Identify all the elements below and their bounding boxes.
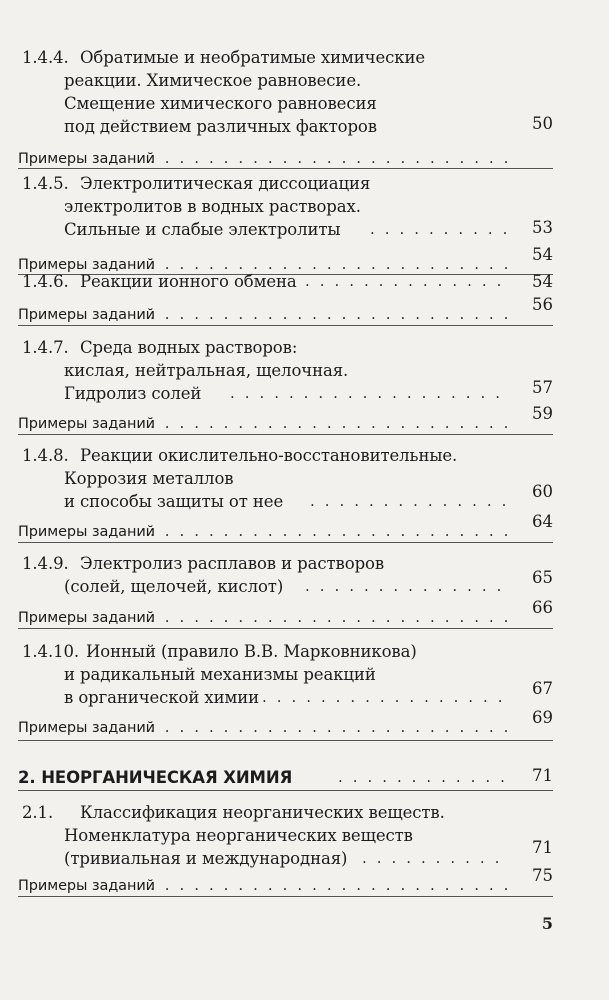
page-number-ref: 50 xyxy=(532,114,553,133)
section-title-line: Электролиз расплавов и растворов xyxy=(80,554,385,573)
section-divider xyxy=(18,168,553,169)
section-title-line: Среда водных растворов: xyxy=(80,338,298,357)
section-title-line: реакции. Химическое равновесие. xyxy=(64,71,362,90)
section-number: 1.4.7. xyxy=(22,338,69,357)
dot-leader xyxy=(150,304,510,324)
dot-leader xyxy=(150,607,510,627)
section-divider xyxy=(18,325,553,326)
page-number-ref: 53 xyxy=(532,218,553,237)
section-divider xyxy=(18,628,553,629)
section-title-line: электролитов в водных растворах. xyxy=(64,197,361,216)
examples-label: Примеры заданий xyxy=(18,524,155,540)
section-title-line: Коррозия металлов xyxy=(64,469,234,488)
section-divider xyxy=(18,434,553,435)
page-number-ref: 75 xyxy=(532,866,553,885)
section-number: 2.1. xyxy=(22,803,54,822)
examples-label: Примеры заданий xyxy=(18,610,155,626)
dot-leader xyxy=(150,413,510,433)
page-number-ref: 67 xyxy=(532,679,553,698)
section-divider xyxy=(18,790,553,791)
dot-leader xyxy=(150,717,510,737)
dot-leader xyxy=(305,576,510,596)
section-divider xyxy=(18,542,553,543)
examples-label: Примеры заданий xyxy=(18,307,155,323)
page-number-ref: 71 xyxy=(532,766,553,785)
examples-label: Примеры заданий xyxy=(18,416,155,432)
dot-leader xyxy=(262,687,510,707)
page-number-ref: 71 xyxy=(532,838,553,857)
dot-leader xyxy=(150,521,510,541)
section-title-line: Реакции ионного обмена xyxy=(80,272,297,291)
section-title-line: Номенклатура неорганических веществ xyxy=(64,826,413,845)
page-number: 5 xyxy=(541,914,553,933)
examples-label: Примеры заданий xyxy=(18,720,155,736)
page-number-ref: 54 xyxy=(532,272,553,291)
section-title-line: в органической химии xyxy=(64,688,260,707)
dot-leader xyxy=(310,491,510,511)
dot-leader xyxy=(362,848,510,868)
section-number: 1.4.6. xyxy=(22,272,69,291)
examples-label: Примеры заданий xyxy=(18,878,155,894)
section-title-line: кислая, нейтральная, щелочная. xyxy=(64,361,349,380)
dot-leader xyxy=(150,875,510,895)
examples-label: Примеры заданий xyxy=(18,257,155,273)
section-number: 1.4.8. xyxy=(22,446,69,465)
examples-label: Примеры заданий xyxy=(18,151,155,167)
page-number-ref: 56 xyxy=(532,295,553,314)
dot-leader xyxy=(338,767,510,787)
dot-leader xyxy=(370,219,510,239)
section-number: 1.4.9. xyxy=(22,554,69,573)
section-title-line: Сильные и слабые электролиты xyxy=(64,220,341,239)
section-title-line: и радикальный механизмы реакций xyxy=(64,665,376,684)
page-number-ref: 64 xyxy=(532,512,553,531)
page-number-ref: 60 xyxy=(532,482,553,501)
section-divider xyxy=(18,896,553,897)
page-number-ref: 54 xyxy=(532,245,553,264)
page-number-ref: 66 xyxy=(532,598,553,617)
section-title-line: (тривиальная и международная) xyxy=(64,849,348,868)
section-title-line: Электролитическая диссоциация xyxy=(80,174,371,193)
section-title-line: Гидролиз солей xyxy=(64,384,202,403)
dot-leader xyxy=(150,148,510,168)
section-title-line: Классификация неорганических веществ. xyxy=(80,803,445,822)
dot-leader xyxy=(305,271,510,291)
section-title-line: Смещение химического равновесия xyxy=(64,94,377,113)
section-divider xyxy=(18,740,553,741)
chapter-title: 2. НЕОРГАНИЧЕСКАЯ ХИМИЯ xyxy=(18,768,293,787)
section-title-line: и способы защиты от нее xyxy=(64,492,284,511)
dot-leader xyxy=(230,383,510,403)
page-number-ref: 69 xyxy=(532,708,553,727)
section-title-line: под действием различных факторов xyxy=(64,117,377,136)
section-title-line: (солей, щелочей, кислот) xyxy=(64,577,284,596)
page-number-ref: 57 xyxy=(532,378,553,397)
section-title-line: Ионный (правило В.В. Марковникова) xyxy=(86,642,417,661)
page-number-ref: 59 xyxy=(532,404,553,423)
section-number: 1.4.4. xyxy=(22,48,69,67)
section-number: 1.4.10. xyxy=(22,642,80,661)
section-title-line: Реакции окислительно-восстановительные. xyxy=(80,446,458,465)
section-number: 1.4.5. xyxy=(22,174,69,193)
section-title-line: Обратимые и необратимые химические xyxy=(80,48,426,67)
page-number-ref: 65 xyxy=(532,568,553,587)
